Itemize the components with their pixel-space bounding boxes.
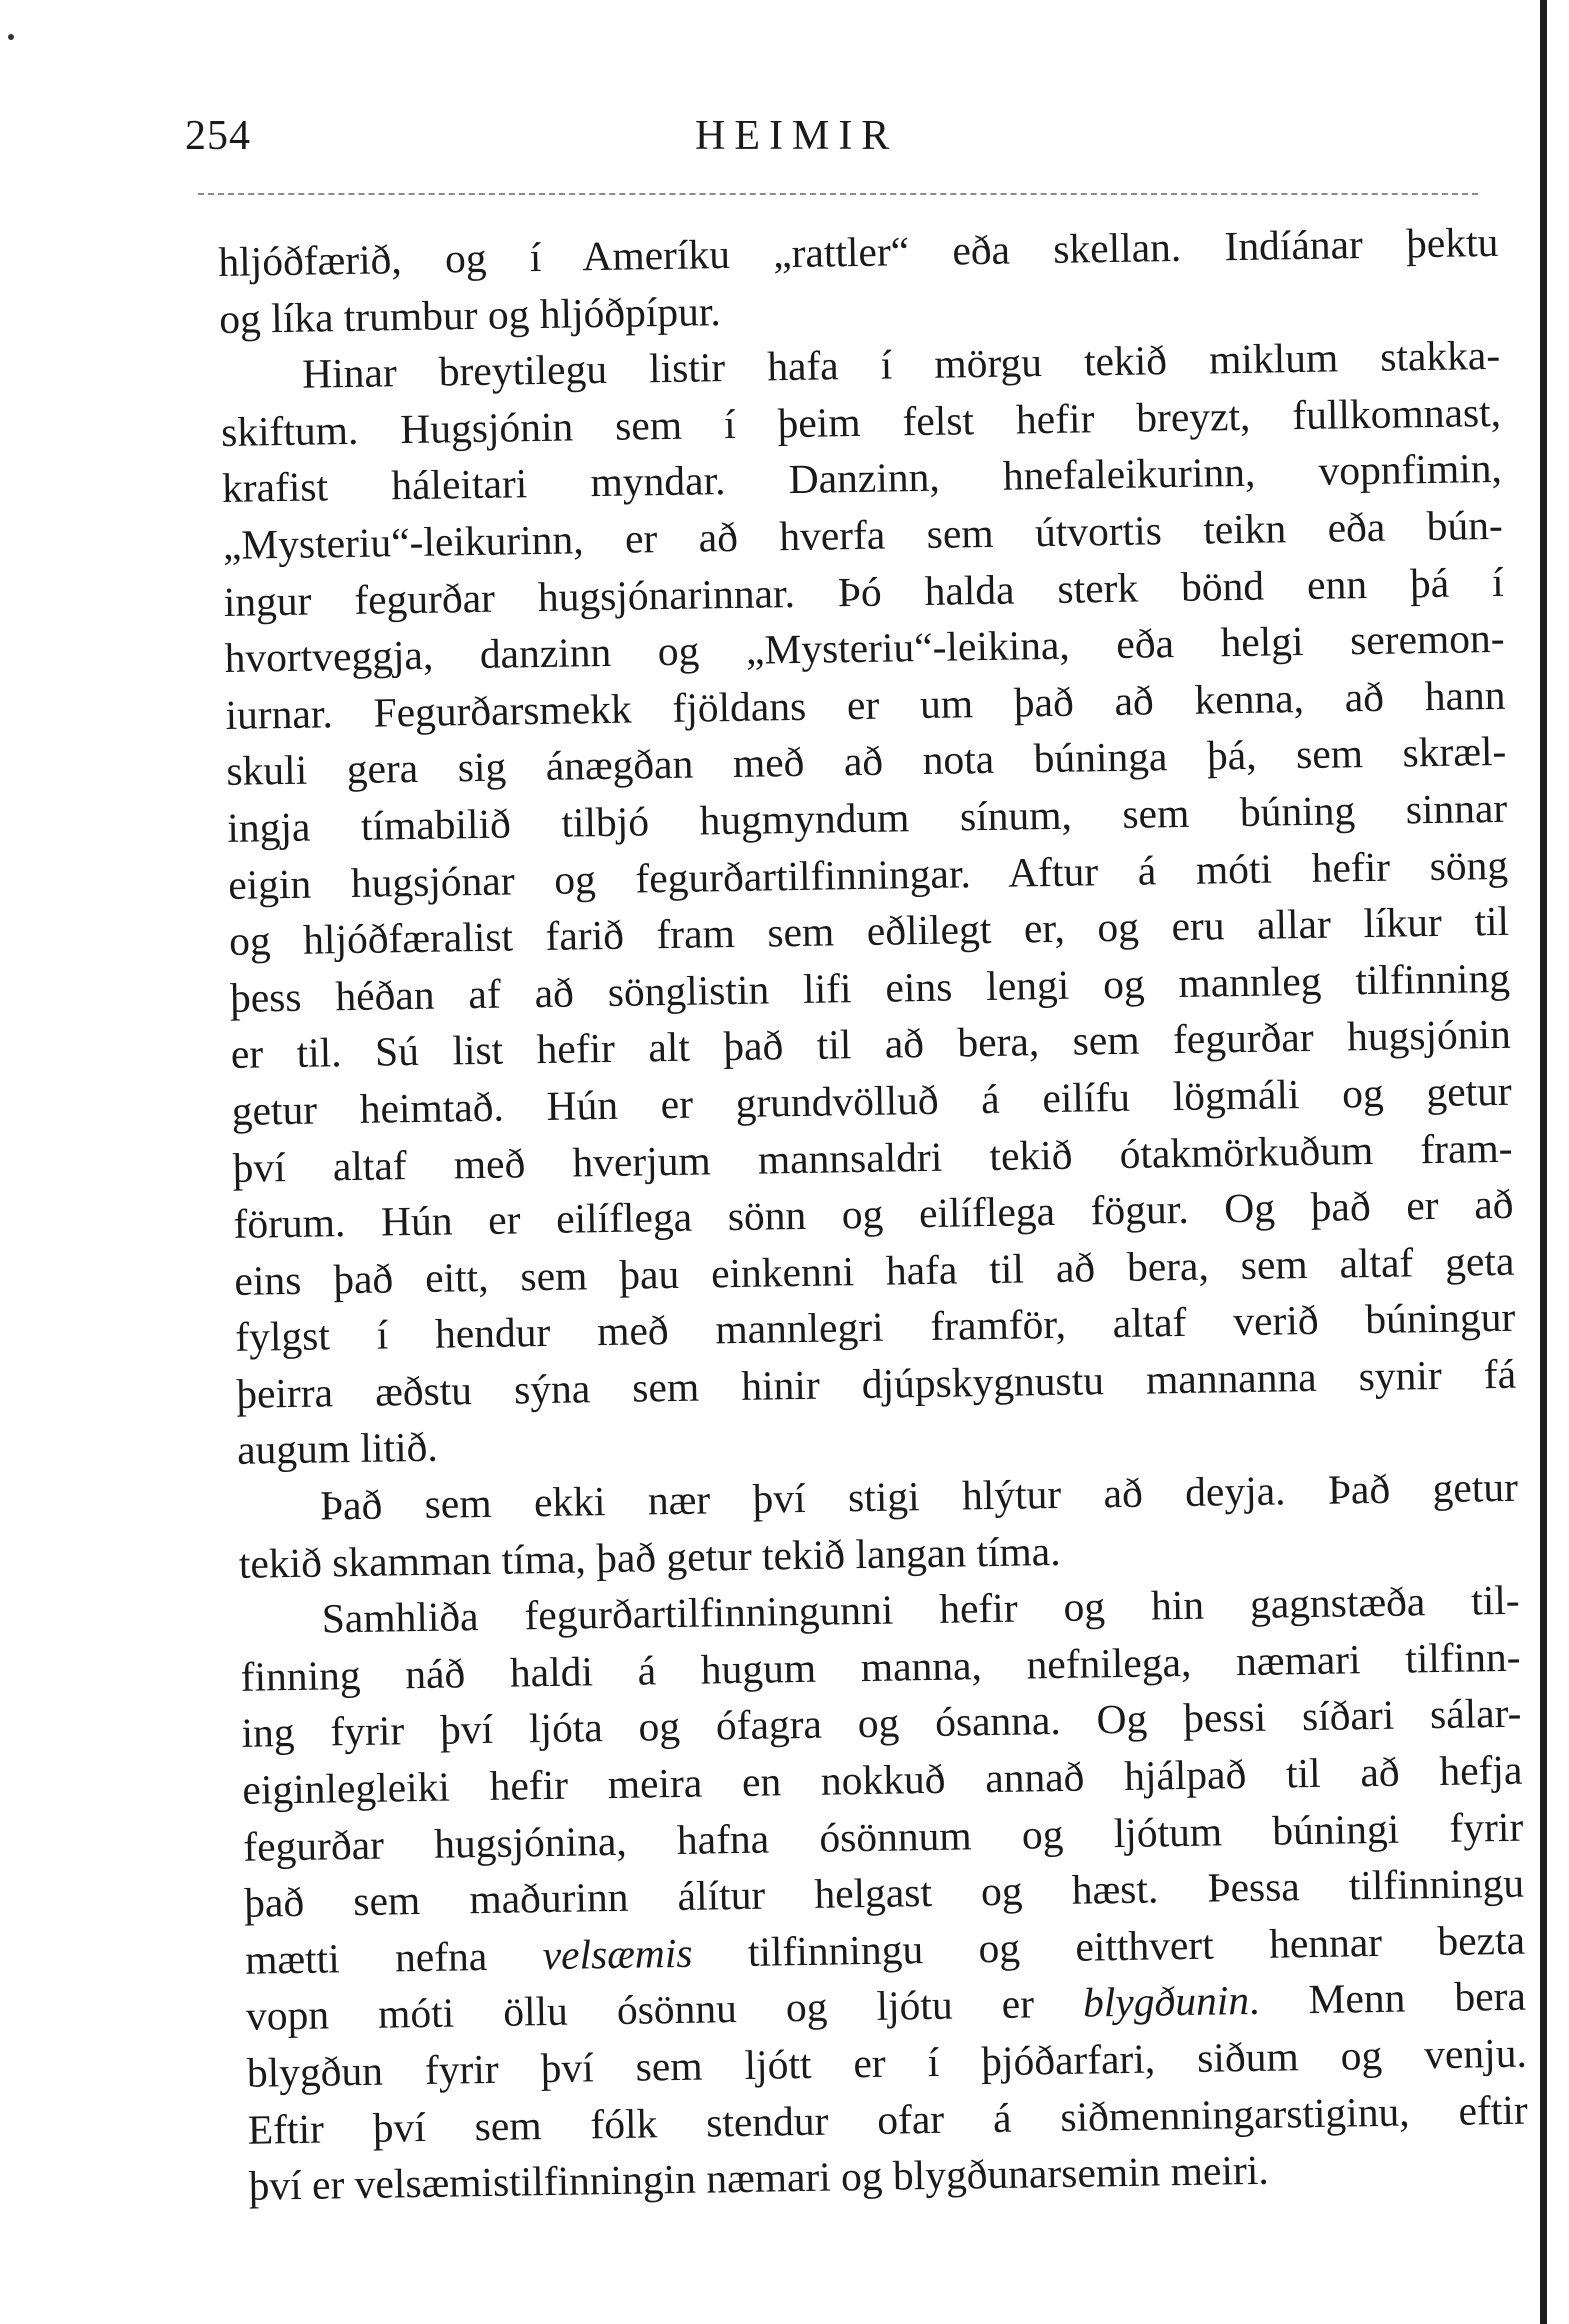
running-title: HEIMIR	[695, 113, 899, 159]
text-line: það sem maðurinn álítur helgast og hæst. Þessa tilfinningu	[243, 1859, 1525, 1927]
text-line: því altaf með hverjum mannsaldri tekið ótakmörkuðum fram-	[232, 1124, 1513, 1191]
paragraph	[239, 1572, 1529, 2215]
text-line: Eftir því sem fólk stendur ofar á siðmenningarstiginu, eftir	[247, 2086, 1528, 2153]
paragraph	[218, 214, 1500, 347]
italic-term: velsæmis	[542, 1929, 693, 1978]
text-line: Samhliða fegurðartilfinningunni hefir og hin gagnstæða til-	[321, 1576, 1520, 1642]
page-edge-shadow	[1540, 0, 1547, 2324]
text-line: mætti nefna velsæmis tilfinningu og eitthvert hennar bezta	[244, 1916, 1526, 1983]
text-line: er til. Sú list hefir alt það til að bera, sem fegurðar hugsjónin	[230, 1011, 1512, 1078]
text-line: skuli gera sig ánægðan með að nota búninga þá, sem skræl-	[226, 728, 1507, 795]
page-header	[185, 112, 1485, 182]
scan-speck	[8, 34, 14, 40]
text-line: og hljóðfæralist farið fram sem eðlilegt er, og eru allar líkur til	[228, 897, 1510, 965]
text-line: Það sem ekki nær því stigi hlýtur að deyja. Það getur	[319, 1463, 1519, 1529]
text-line: hljóðfærið, og í Ameríku „rattler“ eða skellan. Indíánar þektu	[218, 218, 1499, 285]
text-line: og líka trumbur og hljóðpípur.	[218, 287, 722, 342]
text-line: þess héðan af að sönglistin lifi eins lengi og mannleg tilfinning	[229, 954, 1511, 1021]
text-line: tekið skamman tíma, það getur tekið langan tíma.	[238, 1527, 1061, 1587]
text-line: „Mysteriu“-leikurinn, er að hverfa sem útvortis teikn eða bún-	[222, 501, 1504, 568]
text-line: ing fyrir því ljóta og ófagra og ósanna. Og þessi síðari sálar-	[241, 1690, 1522, 1757]
text-line: fylgst í hendur með mannlegri framför, altaf verið búningur	[234, 1294, 1516, 1361]
text-line: ingur fegurðar hugsjónarinnar. Þó halda sterk bönd enn þá í	[223, 558, 1504, 625]
body-text	[218, 214, 1529, 2215]
text-line: augum litið.	[236, 1424, 439, 1474]
text-line: getur heimtað. Hún er grundvölluð á eilífu lögmáli og getur	[231, 1067, 1512, 1134]
text-line: blygðun fyrir því sem ljótt er í þjóðarfari, siðum og venju.	[246, 2029, 1528, 2096]
text-line: Hinar breytilegu listir hafa í mörgu tekið miklum stakka-	[301, 332, 1501, 397]
text-line: krafist háleitari myndar. Danzinn, hnefaleikurinn, vopnfimin,	[221, 445, 1503, 512]
text-line: finning náð haldi á hugum manna, nefnilega, næmari tilfinn-	[240, 1633, 1521, 1700]
header-rule	[198, 193, 1478, 195]
text-line: ingja tímabilið tilbjó hugmyndum sínum, sem búning sinnar	[226, 784, 1508, 851]
text-line: vopn móti öllu ósönnu og ljótu er blygðunin. Menn bera	[245, 1973, 1527, 2040]
text-line: fegurðar hugsjónina, hafna ósönnum og ljótum búningi fyrir	[242, 1803, 1524, 1870]
text-line: því er velsæmistilfinningin næmari og blygðunarsemin meiri.	[248, 2146, 1269, 2209]
text-line: skiftum. Hugsjónin sem í þeim felst hefir breyzt, fullkomnast,	[220, 388, 1502, 455]
italic-term: blygðunin	[1082, 1977, 1250, 2027]
text-line: iurnar. Fegurðarsmekk fjöldans er um það að kenna, að hann	[225, 671, 1506, 738]
text-line: eigin hugsjónar og fegurðartilfinningar. Aftur á móti hefir söng	[227, 841, 1509, 908]
text-line: eiginlegleiki hefir meira en nokkuð annað hjálpað til að hefja	[242, 1746, 1523, 1813]
text-line: förum. Hún er eilíflega sönn og eilíflega fögur. Og það er að	[233, 1180, 1514, 1247]
page-number: 254	[185, 113, 251, 159]
paragraph	[238, 1459, 1520, 1592]
paragraph	[220, 327, 1518, 1479]
text-line: eins það eitt, sem þau einkenni hafa til að bera, sem altaf geta	[234, 1237, 1515, 1304]
text-line: hvortveggja, danzinn og „Mysteriu“-leikina, eða helgi seremon-	[224, 615, 1505, 682]
text-line: þeirra æðstu sýna sem hinir djúpskygnustu mannanna synir fá	[235, 1350, 1517, 1417]
